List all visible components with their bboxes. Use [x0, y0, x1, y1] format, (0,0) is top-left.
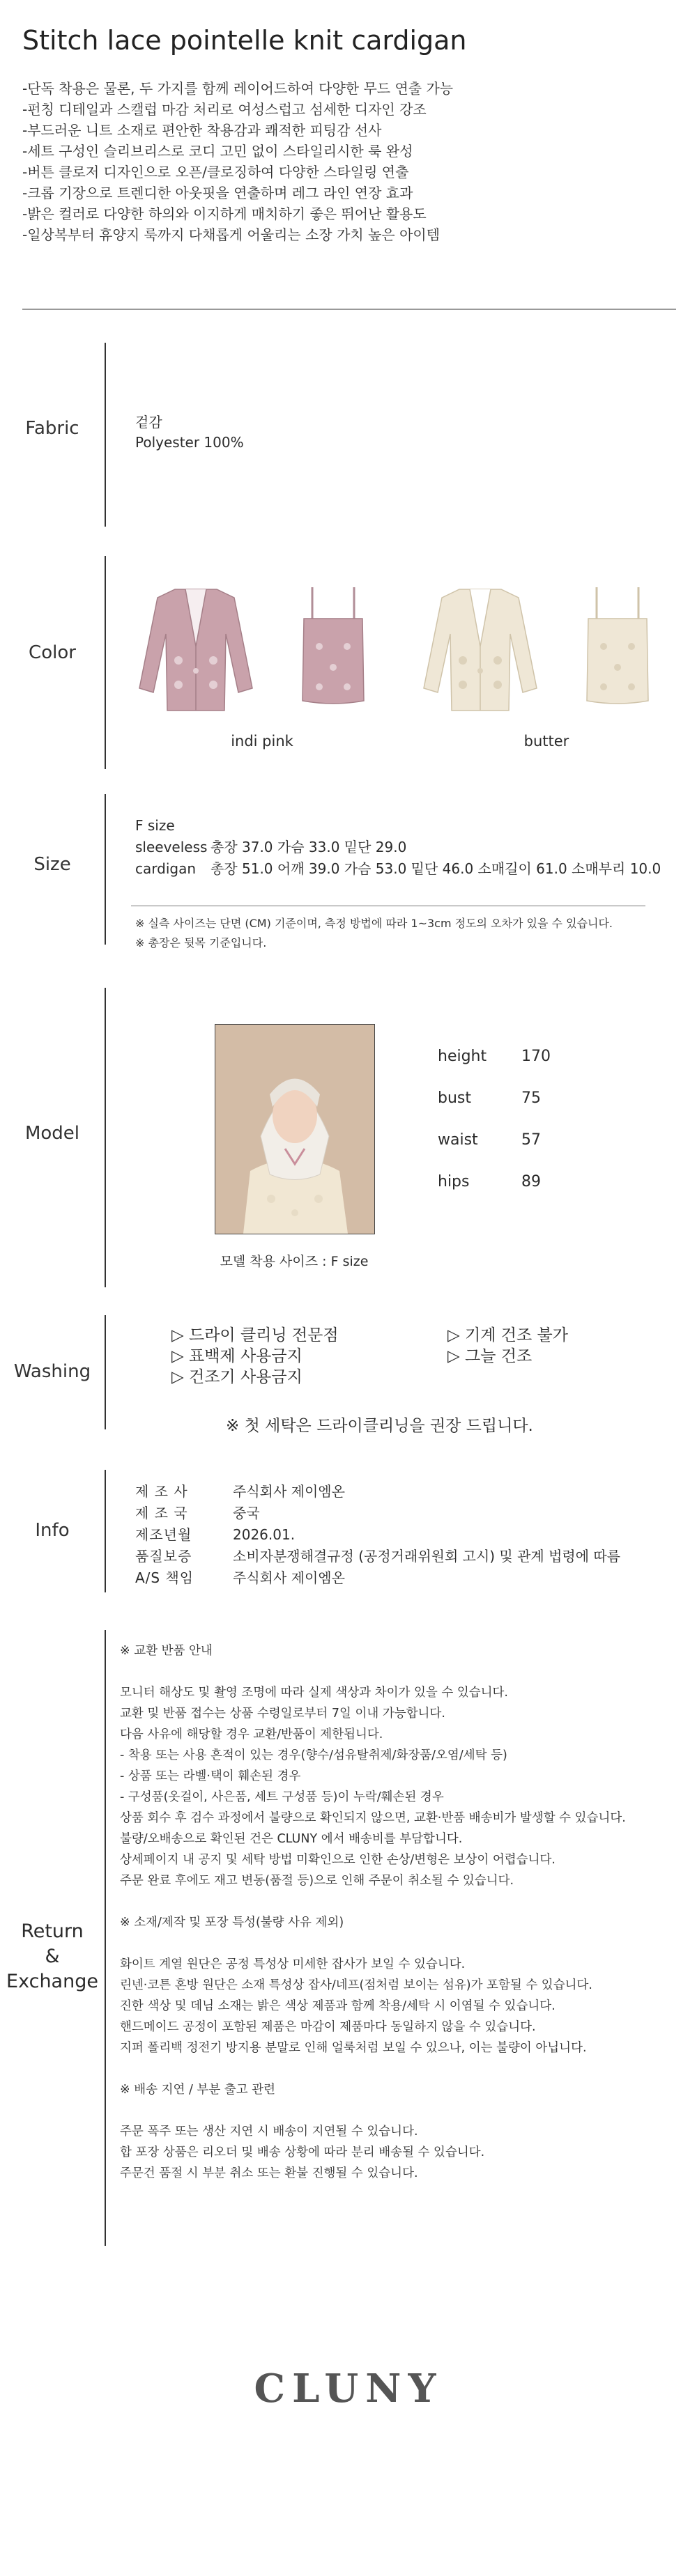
policy-line: 핸드메이드 공정이 포함된 제품은 마감이 제품마다 동일하지 않을 수 있습니다. — [120, 2020, 536, 2034]
policy-line: 교환 및 반품 접수는 상품 수령일로부터 7일 이내 가능합니다. — [120, 1707, 445, 1721]
info-key: 제조년월 — [135, 1526, 192, 1543]
cardigan-pink-image — [137, 584, 255, 716]
policy-line: ※ 배송 지연 / 부분 출고 관련 — [120, 2083, 275, 2097]
section-rule-info — [105, 1470, 106, 1592]
sleeveless-butter-image — [576, 584, 659, 716]
section-label-return — [0, 1919, 105, 1994]
policy-line: - 착용 또는 사용 흔적이 있는 경우(향수/섬유탈취제/화장품/오염/세탁 등) — [120, 1748, 507, 1762]
model-measure-height — [438, 1048, 551, 1065]
return-label-line: & — [45, 1946, 60, 1967]
policy-line: 모니터 해상도 및 촬영 조명에 따라 실제 색상과 차이가 있을 수 있습니다. — [120, 1686, 508, 1700]
policy-line: - 구성품(옷걸이, 사은품, 세트 구성품 등)이 누락/훼손된 경우 — [120, 1790, 444, 1804]
washing-item: ▷ 그늘 건조 — [447, 1347, 533, 1365]
model-measure-bust — [438, 1089, 541, 1107]
model-size-caption: 모델 착용 사이즈 : F size — [220, 1254, 369, 1269]
info-key: A/S 책임 — [135, 1569, 194, 1586]
feature-item: -펀칭 디테일과 스캘럽 마감 처리로 여성스럽고 섬세한 디자인 강조 — [22, 101, 427, 118]
policy-line: 린넨·코튼 혼방 원단은 소재 특성상 잡사/네프(점처럼 보이는 섬유)가 포함될 수 있습니다. — [120, 1978, 592, 1992]
divider — [22, 309, 676, 310]
section-label-size: Size — [33, 854, 71, 875]
washing-item: ▷ 기계 건조 불가 — [447, 1326, 568, 1344]
info-key: 제 조 국 — [135, 1505, 188, 1521]
policy-line — [120, 1891, 626, 1912]
size-row-value: 총장 37.0 가슴 33.0 밑단 29.0 — [210, 839, 407, 855]
policy-line: - 상품 또는 라벨·택이 훼손된 경우 — [120, 1769, 301, 1783]
size-notes — [135, 914, 613, 953]
section-label-info: Info — [35, 1520, 70, 1541]
policy-line: 진한 색상 및 데님 소재는 밝은 색상 제품과 함께 착용/세탁 시 이염될 수 있습니다. — [120, 1999, 556, 2013]
measure-value: 89 — [521, 1173, 541, 1190]
info-row — [135, 1567, 620, 1589]
section-rule-washing — [105, 1315, 106, 1429]
policy-line: 불량/오배송으로 확인된 건은 CLUNY 에서 배송비를 부담합니다. — [120, 1832, 463, 1846]
policy-line: 지퍼 폴리백 정전기 방지용 분말로 인해 얼룩처럼 보일 수 있으나, 이는 불량이 아닙니다. — [120, 2041, 587, 2055]
feature-item: -크롭 기장으로 트렌디한 아웃핏을 연출하며 레그 라인 연장 효과 — [22, 185, 413, 201]
info-value: 주식회사 제이엠온 — [233, 1483, 345, 1500]
washing-item: ▷ 건조기 사용금지 — [171, 1368, 302, 1386]
policy-line: 주문 완료 후에도 재고 변동(품절 등)으로 인해 주문이 취소될 수 있습니다. — [120, 1874, 514, 1888]
size-table — [135, 815, 661, 880]
policy-line: ※ 교환 반품 안내 — [120, 1644, 213, 1658]
policy-line: ※ 소재/제작 및 포장 특성(불량 사유 제외) — [120, 1916, 344, 1930]
policy-line: 화이트 계열 원단은 공정 특성상 미세한 잡사가 보일 수 있습니다. — [120, 1957, 466, 1971]
color-name-pink: indi pink — [231, 733, 293, 750]
measure-name: bust — [438, 1089, 471, 1107]
model-photo — [215, 1024, 375, 1234]
feature-item: -부드러운 니트 소재로 편안한 착용감과 쾌적한 피팅감 선사 — [22, 122, 382, 139]
policy-line — [120, 1661, 626, 1682]
product-title: Stitch lace pointelle knit cardigan — [22, 25, 467, 56]
policy-line: 주문건 품절 시 부분 취소 또는 환불 진행될 수 있습니다. — [120, 2166, 418, 2180]
info-row — [135, 1503, 620, 1524]
info-row — [135, 1524, 620, 1546]
info-key: 제 조 사 — [135, 1483, 188, 1500]
policy-line — [120, 1933, 626, 1954]
policy-line — [120, 2100, 626, 2121]
return-label-line: Return — [21, 1921, 84, 1942]
policy-line: 상품 회수 후 검수 과정에서 불량으로 확인되지 않으면, 교환·반품 배송비가 발생할 수 있습니다. — [120, 1811, 626, 1825]
size-row-value: 총장 51.0 어깨 39.0 가슴 53.0 밑단 46.0 소매길이 61.0 소매부리 10.0 — [210, 860, 661, 877]
product-info — [135, 1481, 620, 1589]
feature-item: -일상복부터 휴양지 룩까지 다채롭게 어울리는 소장 가치 높은 아이템 — [22, 226, 441, 243]
cardigan-butter-image — [421, 584, 539, 716]
measure-value: 170 — [521, 1048, 551, 1065]
info-value: 2026.01. — [233, 1526, 296, 1543]
washing-item: ▷ 표백제 사용금지 — [171, 1347, 302, 1365]
measure-value: 57 — [521, 1131, 541, 1149]
color-name-butter: butter — [523, 733, 569, 750]
size-row — [135, 837, 661, 858]
size-row — [135, 858, 661, 880]
feature-item: -버튼 클로저 디자인으로 오픈/클로징하여 다양한 스타일링 연출 — [22, 164, 409, 180]
measure-name: hips — [438, 1173, 470, 1190]
policy-line — [120, 2058, 626, 2079]
fabric-label: 겉감 — [135, 414, 162, 430]
section-rule-size — [105, 794, 106, 945]
info-row — [135, 1546, 620, 1567]
section-rule-return — [105, 1630, 106, 2246]
brand-logo: CLUNY — [254, 2366, 443, 2412]
washing-note: ※ 첫 세탁은 드라이클리닝을 권장 드립니다. — [226, 1417, 533, 1435]
size-heading: F size — [135, 817, 175, 834]
size-note: ※ 실측 사이즈는 단면 (CM) 기준이며, 측정 방법에 따라 1~3cm 정도의 오차가 있을 수 있습니다. — [135, 917, 613, 930]
policy-line: 상세페이지 내 공지 및 세탁 방법 미확인으로 인한 손상/변형은 보상이 어렵습니다. — [120, 1853, 556, 1867]
return-policy — [120, 1640, 626, 2184]
section-rule-color — [105, 556, 106, 769]
fabric-info — [135, 412, 244, 453]
policy-line: 다음 사유에 해당할 경우 교환/반품이 제한됩니다. — [120, 1728, 383, 1741]
section-rule-model — [105, 988, 106, 1287]
section-label-color: Color — [29, 642, 76, 663]
info-value: 소비자분쟁해결규정 (공정거래위원회 고시) 및 관계 법령에 따름 — [233, 1548, 621, 1565]
section-label-washing: Washing — [13, 1361, 91, 1382]
info-value: 주식회사 제이엠온 — [233, 1569, 345, 1586]
info-row — [135, 1481, 620, 1503]
size-note: ※ 총장은 뒷목 기준입니다. — [135, 936, 267, 949]
model-measure-hips — [438, 1173, 541, 1190]
feature-item: -단독 착용은 물론, 두 가지를 함께 레이어드하여 다양한 무드 연출 가능 — [22, 80, 454, 97]
policy-line: 합 포장 상품은 리오더 및 배송 상황에 따라 분리 배송될 수 있습니다. — [120, 2146, 485, 2159]
measure-name: height — [438, 1048, 487, 1065]
section-label-fabric: Fabric — [25, 418, 79, 439]
section-rule-fabric — [105, 343, 106, 527]
info-value: 중국 — [233, 1505, 260, 1521]
measure-value: 75 — [521, 1089, 541, 1107]
feature-item: -밝은 컬러로 다양한 하의와 이지하게 매치하기 좋은 뛰어난 활용도 — [22, 205, 427, 222]
measure-name: waist — [438, 1131, 478, 1149]
info-key: 품질보증 — [135, 1548, 192, 1565]
feature-list — [22, 78, 453, 245]
section-label-model: Model — [24, 1123, 80, 1144]
size-row-name: sleeveless — [135, 839, 208, 855]
sleeveless-pink-image — [291, 584, 375, 716]
feature-item: -세트 구성인 슬리브리스로 코디 고민 없이 스타일리시한 룩 완성 — [22, 143, 413, 160]
policy-line: 주문 폭주 또는 생산 지연 시 배송이 지연될 수 있습니다. — [120, 2125, 418, 2139]
fabric-value: Polyester 100% — [135, 434, 244, 451]
return-label-line: Exchange — [6, 1971, 98, 1992]
size-row-name: cardigan — [135, 860, 197, 877]
washing-item: ▷ 드라이 클리닝 전문점 — [171, 1326, 339, 1344]
model-measure-waist — [438, 1131, 541, 1149]
